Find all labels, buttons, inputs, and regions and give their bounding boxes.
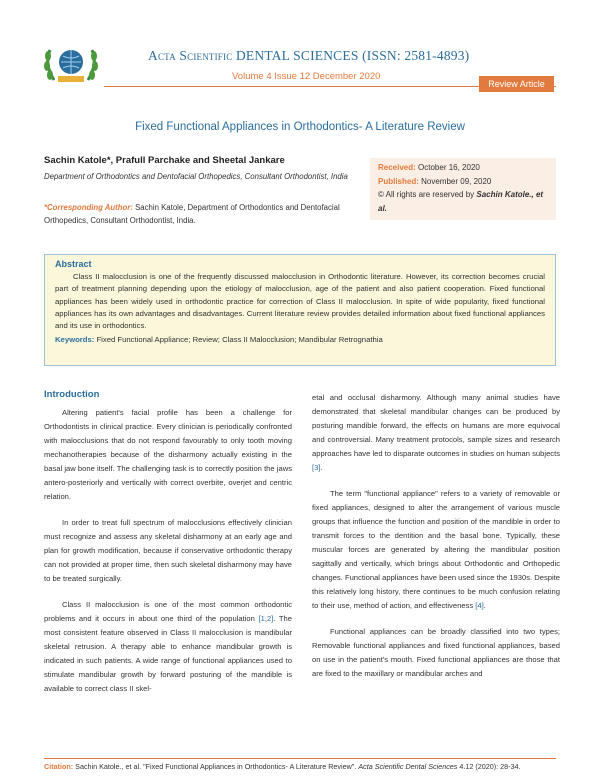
paragraph [44, 598, 292, 696]
article-type-badge: Review Article [479, 76, 554, 92]
published-label: Published: [378, 176, 419, 186]
paragraph-text: . [483, 601, 486, 610]
received-line [378, 161, 548, 175]
paragraph-text: Class II malocclusion is one of the most common orthodontic problems and it occurs in about one third of the population [44, 600, 292, 623]
right-column [312, 391, 560, 693]
rights-prefix: © All rights are reserved by [378, 190, 477, 199]
published-date: November 09, 2020 [418, 176, 492, 186]
paragraph-text: etal and occlusal disharmony. Although many animal studies have demonstrated that skeletal mandibular changes can be produced by posturing mandible forward, the effects on humans are more equivocal and controversial. Many treatment protocols, sample sizes and research approaches have led to disparate outcomes in studies on human subjects [312, 393, 560, 458]
citation-footer [44, 762, 574, 771]
introduction-heading: Introduction [44, 389, 100, 400]
paragraph: In order to treat full spectrum of malocclusions effectively clinician must recognize and assess any skeletal disharmony at an early age and plan for growth modification, because if conservative orthodontic therapy can not provided at proper time, then such skeletal disharmony may have to be treated surgically. [44, 518, 292, 583]
citation-tail: 4.12 (2020): 28-34. [457, 762, 521, 771]
paper-title: Fixed Functional Appliances in Orthodontics- A Literature Review [135, 121, 465, 133]
published-line [378, 175, 548, 189]
abstract-text: Class II malocclusion is one of the frequently discussed malocclusion in Orthodontic literature. However, its correction becomes crucial part of treatment planning depending upon the etiology of malocclusion, age of the patient and also patient cooperation. Fixed functional appliances has been widely used in orthodontic practice for correction of Class II malocclusion. In spite of wide popularity, fixed functional appliances has its own advantages and disadvantages. Current literature review provides detailed information about fixed functional appliances and its use in orthodontics. [55, 272, 545, 331]
citation-label: Citation: [44, 762, 74, 771]
left-column [44, 388, 292, 708]
abstract-heading: Abstract [55, 259, 92, 269]
received-date: October 16, 2020 [415, 163, 480, 172]
authors: Sachin Katole*, Prafull Parchake and Sheetal Jankare [44, 155, 285, 166]
rights-holder: Sachin Katole., et al. [378, 190, 544, 213]
paragraph: Functional appliances can be broadly classified into two types; Removable functional appliances and fixed functional appliances, based on use in the patient's mouth. Fixed functional appliances are those that are fixed to the maxillary or mandibular arches and [312, 627, 560, 678]
journal-title: Acta Scientific DENTAL SCIENCES (ISSN: 2581-4893) [148, 48, 470, 63]
citation-link[interactable]: [1,2] [258, 614, 274, 623]
citation-link[interactable]: [4] [475, 601, 484, 610]
corresponding-label: *Corresponding Author: [44, 203, 133, 212]
corresponding-author [44, 201, 344, 227]
corresponding-text: Sachin Katole, Department of Orthodontics and Dentofacial Orthopedics, Consultant Orthodontist, India. [44, 203, 340, 225]
paragraph-text: The term "functional appliance" refers to a variety of removable or fixed appliances, designed to alter the arrangement of various muscle groups that influence the function and position of the mandible in order to transmit forces to the dentition and the basal bone. Typically, these muscular forces are generated by altering the mandibular position sagittally and vertically, which brings about Orthodontic and Orthopedic changes. Functional appliances have been used since the 1930s. Despite this relatively long history, there continues to be much confusion relating to their use, method of action, and effectiveness [312, 489, 560, 610]
keywords-label: Keywords: [55, 335, 95, 345]
article-info-box [370, 158, 556, 220]
affiliation: Department of Orthodontics and Dentofacial Orthopedics, Consultant Orthodontist, India [44, 172, 348, 181]
journal-logo [40, 42, 102, 86]
paragraph-text: . The most consistent feature observed in Class II malocclusion is mandibular skeletal retrusion. A therapy able to enhance mandibular growth is indicated in such patients. A wide range of functional appliances used to stimulate mandibular growth by forward posturing of the mandible is available to correct class II skel- [44, 614, 292, 693]
citation-text: Sachin Katole., et al. "Fixed Functional Appliances in Orthodontics- A Literature Review". [73, 762, 359, 771]
abstract-box [44, 254, 556, 366]
issue-info: Volume 4 Issue 12 December 2020 [232, 71, 381, 82]
paragraph-text: . [320, 463, 323, 472]
paragraph: Altering patient's facial profile has been a challenge for Orthodontists in clinical practice. Every clinician is periodically confronted with malocclusions that do not respond favourably to only tooth moving mechanotherapies because of the disharmony actually existing in the basal jaw bone itself. The challenging task is to correctly position the jaws antero-posteriorly and vertically with correct overbite, overjet and centric relation. [44, 408, 292, 501]
header-rule [104, 86, 476, 87]
rights-line [378, 188, 548, 215]
laurel-globe-icon [40, 42, 102, 86]
received-label: Received: [378, 163, 416, 172]
footer-rule [44, 758, 556, 759]
keywords-text: Fixed Functional Appliance; Review; Class II Malocclusion; Mandibular Retrognathia [94, 335, 383, 345]
citation-link[interactable]: [3] [312, 463, 321, 472]
citation-journal: Acta Scientific Dental Sciences [358, 762, 458, 771]
paragraph [312, 487, 560, 613]
paragraph [312, 391, 560, 475]
keywords [55, 334, 545, 346]
